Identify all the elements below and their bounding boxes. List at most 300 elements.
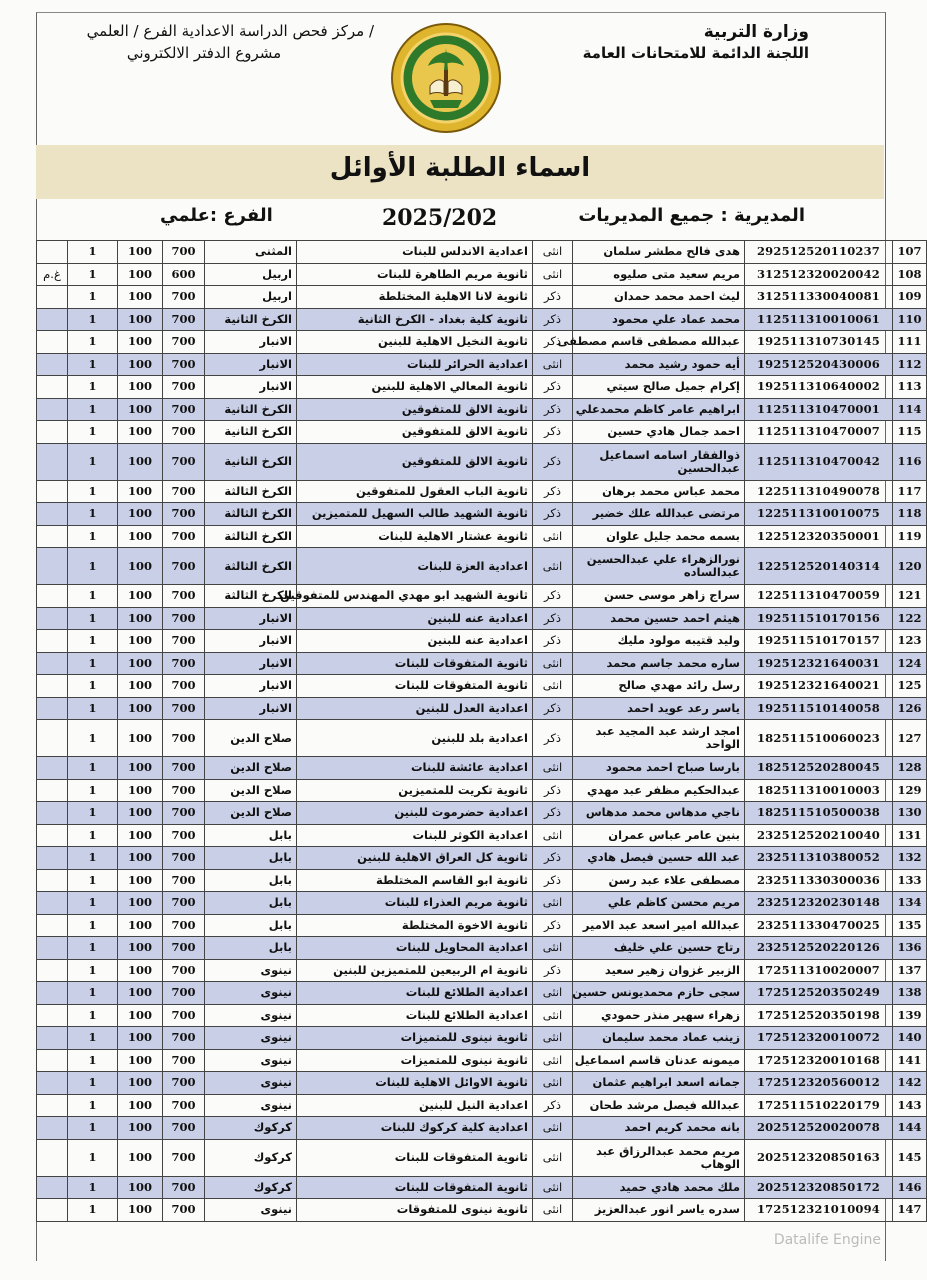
rank: 1 <box>68 982 118 1005</box>
student-name: بانه محمد كريم احمد <box>573 1117 745 1140</box>
note <box>37 1072 68 1095</box>
student-gender: انثى <box>533 1027 573 1050</box>
directorate-label: المديرية : جميع المديريات <box>578 205 805 226</box>
school-name: ثانوية عشتار الاهلية للبنات <box>297 525 533 548</box>
note <box>37 1004 68 1027</box>
rank: 1 <box>68 525 118 548</box>
exam-number: 202512320850172 <box>745 1176 893 1199</box>
row-seq: 134 <box>893 892 927 915</box>
note <box>37 959 68 982</box>
score: 100 <box>118 421 163 444</box>
table-row <box>37 376 927 399</box>
directorate-name: بابل <box>205 824 297 847</box>
total-marks: 700 <box>163 548 205 585</box>
school-name: ثانوية الشهيد ابو مهدي المهندس للمتفوقين <box>297 585 533 608</box>
rank: 1 <box>68 959 118 982</box>
total-marks: 700 <box>163 779 205 802</box>
directorate-name: كركوك <box>205 1117 297 1140</box>
directorate-name: الانبار <box>205 697 297 720</box>
score: 100 <box>118 847 163 870</box>
directorate-name: صلاح الدين <box>205 779 297 802</box>
student-name: محمد عباس محمد برهان <box>573 480 745 503</box>
directorate-name: نينوى <box>205 1004 297 1027</box>
note <box>37 757 68 780</box>
rank: 1 <box>68 802 118 825</box>
total-marks: 700 <box>163 824 205 847</box>
exam-number: 192511310730145 <box>745 331 893 354</box>
school-name: ثانوية نينوى للمتميزات <box>297 1027 533 1050</box>
row-seq: 116 <box>893 443 927 480</box>
student-gender: ذكر <box>533 398 573 421</box>
exam-number: 232512520220126 <box>745 937 893 960</box>
student-name: بنين عامر عباس عمران <box>573 824 745 847</box>
exam-number: 182511510500038 <box>745 802 893 825</box>
table-row <box>37 1117 927 1140</box>
school-name: ثانوية نينوى للمتفوقات <box>297 1199 533 1222</box>
student-name: هيثم احمد حسين محمد <box>573 607 745 630</box>
student-gender: انثى <box>533 1117 573 1140</box>
exam-number: 112511310470007 <box>745 421 893 444</box>
directorate-name: بابل <box>205 847 297 870</box>
score: 100 <box>118 286 163 309</box>
rank: 1 <box>68 585 118 608</box>
row-seq: 142 <box>893 1072 927 1095</box>
student-gender: ذكر <box>533 630 573 653</box>
score: 100 <box>118 503 163 526</box>
row-seq: 138 <box>893 982 927 1005</box>
score: 100 <box>118 263 163 286</box>
row-seq: 146 <box>893 1176 927 1199</box>
total-marks: 600 <box>163 263 205 286</box>
directorate-name: كركوك <box>205 1176 297 1199</box>
total-marks: 700 <box>163 1199 205 1222</box>
note <box>37 652 68 675</box>
directorate-name: الانبار <box>205 675 297 698</box>
student-gender: انثى <box>533 757 573 780</box>
exam-number: 122512520140314 <box>745 548 893 585</box>
directorate-name: اربيل <box>205 286 297 309</box>
directorate-name: المثنى <box>205 241 297 264</box>
rank: 1 <box>68 1117 118 1140</box>
school-name: ثانوية المتفوقات للبنات <box>297 675 533 698</box>
row-seq: 115 <box>893 421 927 444</box>
rank: 1 <box>68 779 118 802</box>
score: 100 <box>118 308 163 331</box>
school-name: اعدادية بلد للبنين <box>297 720 533 757</box>
student-gender: ذكر <box>533 959 573 982</box>
total-marks: 700 <box>163 1094 205 1117</box>
row-seq: 114 <box>893 398 927 421</box>
note <box>37 286 68 309</box>
note <box>37 697 68 720</box>
score: 100 <box>118 630 163 653</box>
exam-number: 292512520110237 <box>745 241 893 264</box>
student-gender: ذكر <box>533 585 573 608</box>
rank: 1 <box>68 1139 118 1176</box>
school-name: ثانوية الالق للمتفوقين <box>297 421 533 444</box>
exam-number: 122511310010075 <box>745 503 893 526</box>
note <box>37 353 68 376</box>
table-row <box>37 824 927 847</box>
directorate-name: بابل <box>205 914 297 937</box>
watermark: Datalife Engine <box>773 1232 881 1248</box>
student-name: وليد قتيبه مولود مليك <box>573 630 745 653</box>
row-seq: 121 <box>893 585 927 608</box>
note <box>37 914 68 937</box>
table-row <box>37 1199 927 1222</box>
table-row <box>37 652 927 675</box>
table-row <box>37 548 927 585</box>
rank: 1 <box>68 630 118 653</box>
score: 100 <box>118 1049 163 1072</box>
directorate-name: الانبار <box>205 607 297 630</box>
score: 100 <box>118 1094 163 1117</box>
school-name: ثانوية الاخوة المختلطة <box>297 914 533 937</box>
student-name: ياسر رعد عويد احمد <box>573 697 745 720</box>
note <box>37 1117 68 1140</box>
row-seq: 135 <box>893 914 927 937</box>
score: 100 <box>118 443 163 480</box>
directorate-name: كركوك <box>205 1139 297 1176</box>
total-marks: 700 <box>163 630 205 653</box>
rank: 1 <box>68 353 118 376</box>
rank: 1 <box>68 1094 118 1117</box>
student-name: الزبير غزوان زهير سعيد <box>573 959 745 982</box>
note <box>37 675 68 698</box>
row-seq: 125 <box>893 675 927 698</box>
student-name: أيه حمود رشيد محمد <box>573 353 745 376</box>
rank: 1 <box>68 675 118 698</box>
note <box>37 869 68 892</box>
total-marks: 700 <box>163 1117 205 1140</box>
total-marks: 700 <box>163 376 205 399</box>
student-gender: انثى <box>533 652 573 675</box>
exam-number: 192511510170156 <box>745 607 893 630</box>
exam-number: 172512320010168 <box>745 1049 893 1072</box>
directorate-name: نينوى <box>205 1072 297 1095</box>
school-name: ثانوية الالق للمتفوقين <box>297 443 533 480</box>
score: 100 <box>118 824 163 847</box>
row-seq: 120 <box>893 548 927 585</box>
student-gender: انثى <box>533 982 573 1005</box>
student-gender: انثى <box>533 892 573 915</box>
score: 100 <box>118 585 163 608</box>
rank: 1 <box>68 376 118 399</box>
total-marks: 700 <box>163 241 205 264</box>
score: 100 <box>118 548 163 585</box>
student-gender: ذكر <box>533 607 573 630</box>
note <box>37 503 68 526</box>
exam-number: 172511310020007 <box>745 959 893 982</box>
note <box>37 525 68 548</box>
center-name: / مركز فحص الدراسة الاعدادية الفرع / العلمي <box>86 22 374 40</box>
score: 100 <box>118 480 163 503</box>
student-gender: ذكر <box>533 869 573 892</box>
center-header <box>44 22 374 62</box>
row-seq: 130 <box>893 802 927 825</box>
total-marks: 700 <box>163 1049 205 1072</box>
total-marks: 700 <box>163 937 205 960</box>
student-name: امجد ارشد عبد المجيد عبد الواحد <box>573 720 745 757</box>
exam-number: 112511310470001 <box>745 398 893 421</box>
school-name: اعدادية العدل للبنين <box>297 697 533 720</box>
directorate-name: نينوى <box>205 1027 297 1050</box>
student-name: عبدالله امير اسعد عبد الامير <box>573 914 745 937</box>
note <box>37 480 68 503</box>
note <box>37 892 68 915</box>
row-seq: 127 <box>893 720 927 757</box>
total-marks: 700 <box>163 697 205 720</box>
student-gender: ذكر <box>533 779 573 802</box>
directorate-name: الانبار <box>205 652 297 675</box>
school-name: ثانوية مريم العذراء للبنات <box>297 892 533 915</box>
exam-number: 172512520350198 <box>745 1004 893 1027</box>
row-seq: 122 <box>893 607 927 630</box>
directorate-name: الكرخ الثانية <box>205 443 297 480</box>
school-name: ثانوية ابو القاسم المختلطة <box>297 869 533 892</box>
rank: 1 <box>68 869 118 892</box>
exam-number: 172512321010094 <box>745 1199 893 1222</box>
table-row <box>37 982 927 1005</box>
directorate-name: الانبار <box>205 353 297 376</box>
note <box>37 376 68 399</box>
exam-number: 192511510170157 <box>745 630 893 653</box>
table-row <box>37 1072 927 1095</box>
student-name: ناجي مدهاس محمد مدهاس <box>573 802 745 825</box>
note <box>37 1199 68 1222</box>
score: 100 <box>118 331 163 354</box>
student-gender: ذكر <box>533 697 573 720</box>
exam-number: 122511310490078 <box>745 480 893 503</box>
rank: 1 <box>68 652 118 675</box>
table-row <box>37 607 927 630</box>
table-row <box>37 525 927 548</box>
directorate-name: صلاح الدين <box>205 720 297 757</box>
student-name: سجى حازم محمديونس حسين <box>573 982 745 1005</box>
directorate-name: الكرخ الثانية <box>205 398 297 421</box>
student-gender: انثى <box>533 937 573 960</box>
row-seq: 133 <box>893 869 927 892</box>
student-name: مرتضى عبدالله علك خضير <box>573 503 745 526</box>
rank: 1 <box>68 421 118 444</box>
score: 100 <box>118 720 163 757</box>
school-name: اعدادية الطلائع للبنات <box>297 982 533 1005</box>
total-marks: 700 <box>163 353 205 376</box>
note <box>37 607 68 630</box>
school-name: اعدادية الطلائع للبنات <box>297 1004 533 1027</box>
row-seq: 126 <box>893 697 927 720</box>
student-name: سراج زاهر موسى حسن <box>573 585 745 608</box>
exam-number: 172511510220179 <box>745 1094 893 1117</box>
score: 100 <box>118 1117 163 1140</box>
table-row <box>37 331 927 354</box>
project-name: مشروع الدفتر الالكتروني <box>126 44 282 62</box>
directorate-name: الانبار <box>205 630 297 653</box>
ministry-name: وزارة التربية <box>703 22 809 42</box>
directorate-name: نينوى <box>205 959 297 982</box>
rank: 1 <box>68 1049 118 1072</box>
student-name: إكرام جميل صالح سيتي <box>573 376 745 399</box>
score: 100 <box>118 982 163 1005</box>
total-marks: 700 <box>163 847 205 870</box>
table-row <box>37 480 927 503</box>
total-marks: 700 <box>163 892 205 915</box>
rank: 1 <box>68 937 118 960</box>
school-name: ثانوية الالق للمتفوقين <box>297 398 533 421</box>
school-name: ثانوية الشهيد طالب السهيل للمتميزين <box>297 503 533 526</box>
note <box>37 1094 68 1117</box>
score: 100 <box>118 1176 163 1199</box>
school-name: اعدادية حضرموت للبنين <box>297 802 533 825</box>
student-gender: ذكر <box>533 914 573 937</box>
score: 100 <box>118 802 163 825</box>
table-row <box>37 503 927 526</box>
student-name: مريم محسن كاظم علي <box>573 892 745 915</box>
student-gender: انثى <box>533 824 573 847</box>
row-seq: 140 <box>893 1027 927 1050</box>
student-name: عبدالحكيم مظفر عبد مهدي <box>573 779 745 802</box>
table-row <box>37 585 927 608</box>
score: 100 <box>118 398 163 421</box>
directorate-name: صلاح الدين <box>205 757 297 780</box>
note <box>37 241 68 264</box>
students-table-body <box>37 241 927 1222</box>
school-name: اعدادية الكوثر للبنات <box>297 824 533 847</box>
directorate-name: الكرخ الثالثة <box>205 480 297 503</box>
student-name: زينب عماد محمد سليمان <box>573 1027 745 1050</box>
school-name: اعدادية الاندلس للبنات <box>297 241 533 264</box>
row-seq: 109 <box>893 286 927 309</box>
table-row <box>37 847 927 870</box>
student-name: مصطفى علاء عبد رسن <box>573 869 745 892</box>
rank: 1 <box>68 914 118 937</box>
student-name: مريم سعيد متى صليوه <box>573 263 745 286</box>
table-row <box>37 308 927 331</box>
directorate-name: الكرخ الثالثة <box>205 585 297 608</box>
note: غ.م <box>37 263 68 286</box>
note <box>37 1139 68 1176</box>
score: 100 <box>118 1004 163 1027</box>
score: 100 <box>118 937 163 960</box>
note <box>37 982 68 1005</box>
total-marks: 700 <box>163 652 205 675</box>
table-row <box>37 757 927 780</box>
total-marks: 700 <box>163 585 205 608</box>
exam-number: 232512520210040 <box>745 824 893 847</box>
student-name: احمد جمال هادي حسين <box>573 421 745 444</box>
exam-number: 192511510140058 <box>745 697 893 720</box>
rank: 1 <box>68 1176 118 1199</box>
row-seq: 136 <box>893 937 927 960</box>
student-gender: ذكر <box>533 331 573 354</box>
exam-number: 202512320850163 <box>745 1139 893 1176</box>
exam-number: 312512320020042 <box>745 263 893 286</box>
student-name: ليث احمد محمد حمدان <box>573 286 745 309</box>
note <box>37 331 68 354</box>
student-name: بسمه محمد جليل علوان <box>573 525 745 548</box>
rank: 1 <box>68 824 118 847</box>
school-name: ثانوية ام الربيعين للمتميزين للبنين <box>297 959 533 982</box>
total-marks: 700 <box>163 331 205 354</box>
school-name: اعدادية عنه للبنين <box>297 630 533 653</box>
student-name: بارسا صباح احمد محمود <box>573 757 745 780</box>
student-name: ملك محمد هادي حميد <box>573 1176 745 1199</box>
committee-name: اللجنة الدائمة للامتحانات العامة <box>582 44 809 62</box>
score: 100 <box>118 779 163 802</box>
table-row <box>37 959 927 982</box>
school-name: ثانوية الباب العقول للمتفوقين <box>297 480 533 503</box>
student-gender: انثى <box>533 1199 573 1222</box>
student-gender: ذكر <box>533 802 573 825</box>
note <box>37 585 68 608</box>
school-name: اعدادية الحرائر للبنات <box>297 353 533 376</box>
student-gender: ذكر <box>533 308 573 331</box>
score: 100 <box>118 697 163 720</box>
table-row <box>37 697 927 720</box>
row-seq: 110 <box>893 308 927 331</box>
score: 100 <box>118 652 163 675</box>
score: 100 <box>118 914 163 937</box>
score: 100 <box>118 241 163 264</box>
rank: 1 <box>68 286 118 309</box>
student-name: عبد الله حسين فيصل هادي <box>573 847 745 870</box>
total-marks: 700 <box>163 869 205 892</box>
student-gender: انثى <box>533 1004 573 1027</box>
row-seq: 123 <box>893 630 927 653</box>
total-marks: 700 <box>163 675 205 698</box>
rank: 1 <box>68 607 118 630</box>
total-marks: 700 <box>163 308 205 331</box>
exam-number: 172512320010072 <box>745 1027 893 1050</box>
student-name: رسل رائد مهدي صالح <box>573 675 745 698</box>
note <box>37 824 68 847</box>
student-name: عبدالله مصطفى قاسم مصطفى <box>573 331 745 354</box>
row-seq: 144 <box>893 1117 927 1140</box>
student-name: ساره محمد جاسم محمد <box>573 652 745 675</box>
score: 100 <box>118 1027 163 1050</box>
row-seq: 145 <box>893 1139 927 1176</box>
school-name: ثانوية لانا الاهلية المختلطة <box>297 286 533 309</box>
school-name: ثانوية مريم الطاهرة للبنات <box>297 263 533 286</box>
exam-number: 232511330300036 <box>745 869 893 892</box>
note <box>37 779 68 802</box>
row-seq: 132 <box>893 847 927 870</box>
note <box>37 421 68 444</box>
row-seq: 118 <box>893 503 927 526</box>
student-gender: انثى <box>533 675 573 698</box>
exam-number: 192512321640031 <box>745 652 893 675</box>
school-name: اعدادية عنه للبنين <box>297 607 533 630</box>
student-gender: ذكر <box>533 1094 573 1117</box>
directorate-name: الكرخ الثالثة <box>205 525 297 548</box>
table-row <box>37 1176 927 1199</box>
total-marks: 700 <box>163 1027 205 1050</box>
table-row <box>37 630 927 653</box>
row-seq: 131 <box>893 824 927 847</box>
student-name: سدره ياسر انور عبدالعزيز <box>573 1199 745 1222</box>
total-marks: 700 <box>163 982 205 1005</box>
table-row <box>37 914 927 937</box>
student-gender: ذكر <box>533 376 573 399</box>
table-row <box>37 937 927 960</box>
note <box>37 1027 68 1050</box>
rank: 1 <box>68 241 118 264</box>
row-seq: 139 <box>893 1004 927 1027</box>
note <box>37 720 68 757</box>
student-name: مريم محمد عبدالرزاق عبد الوهاب <box>573 1139 745 1176</box>
row-seq: 129 <box>893 779 927 802</box>
table-row <box>37 1139 927 1176</box>
